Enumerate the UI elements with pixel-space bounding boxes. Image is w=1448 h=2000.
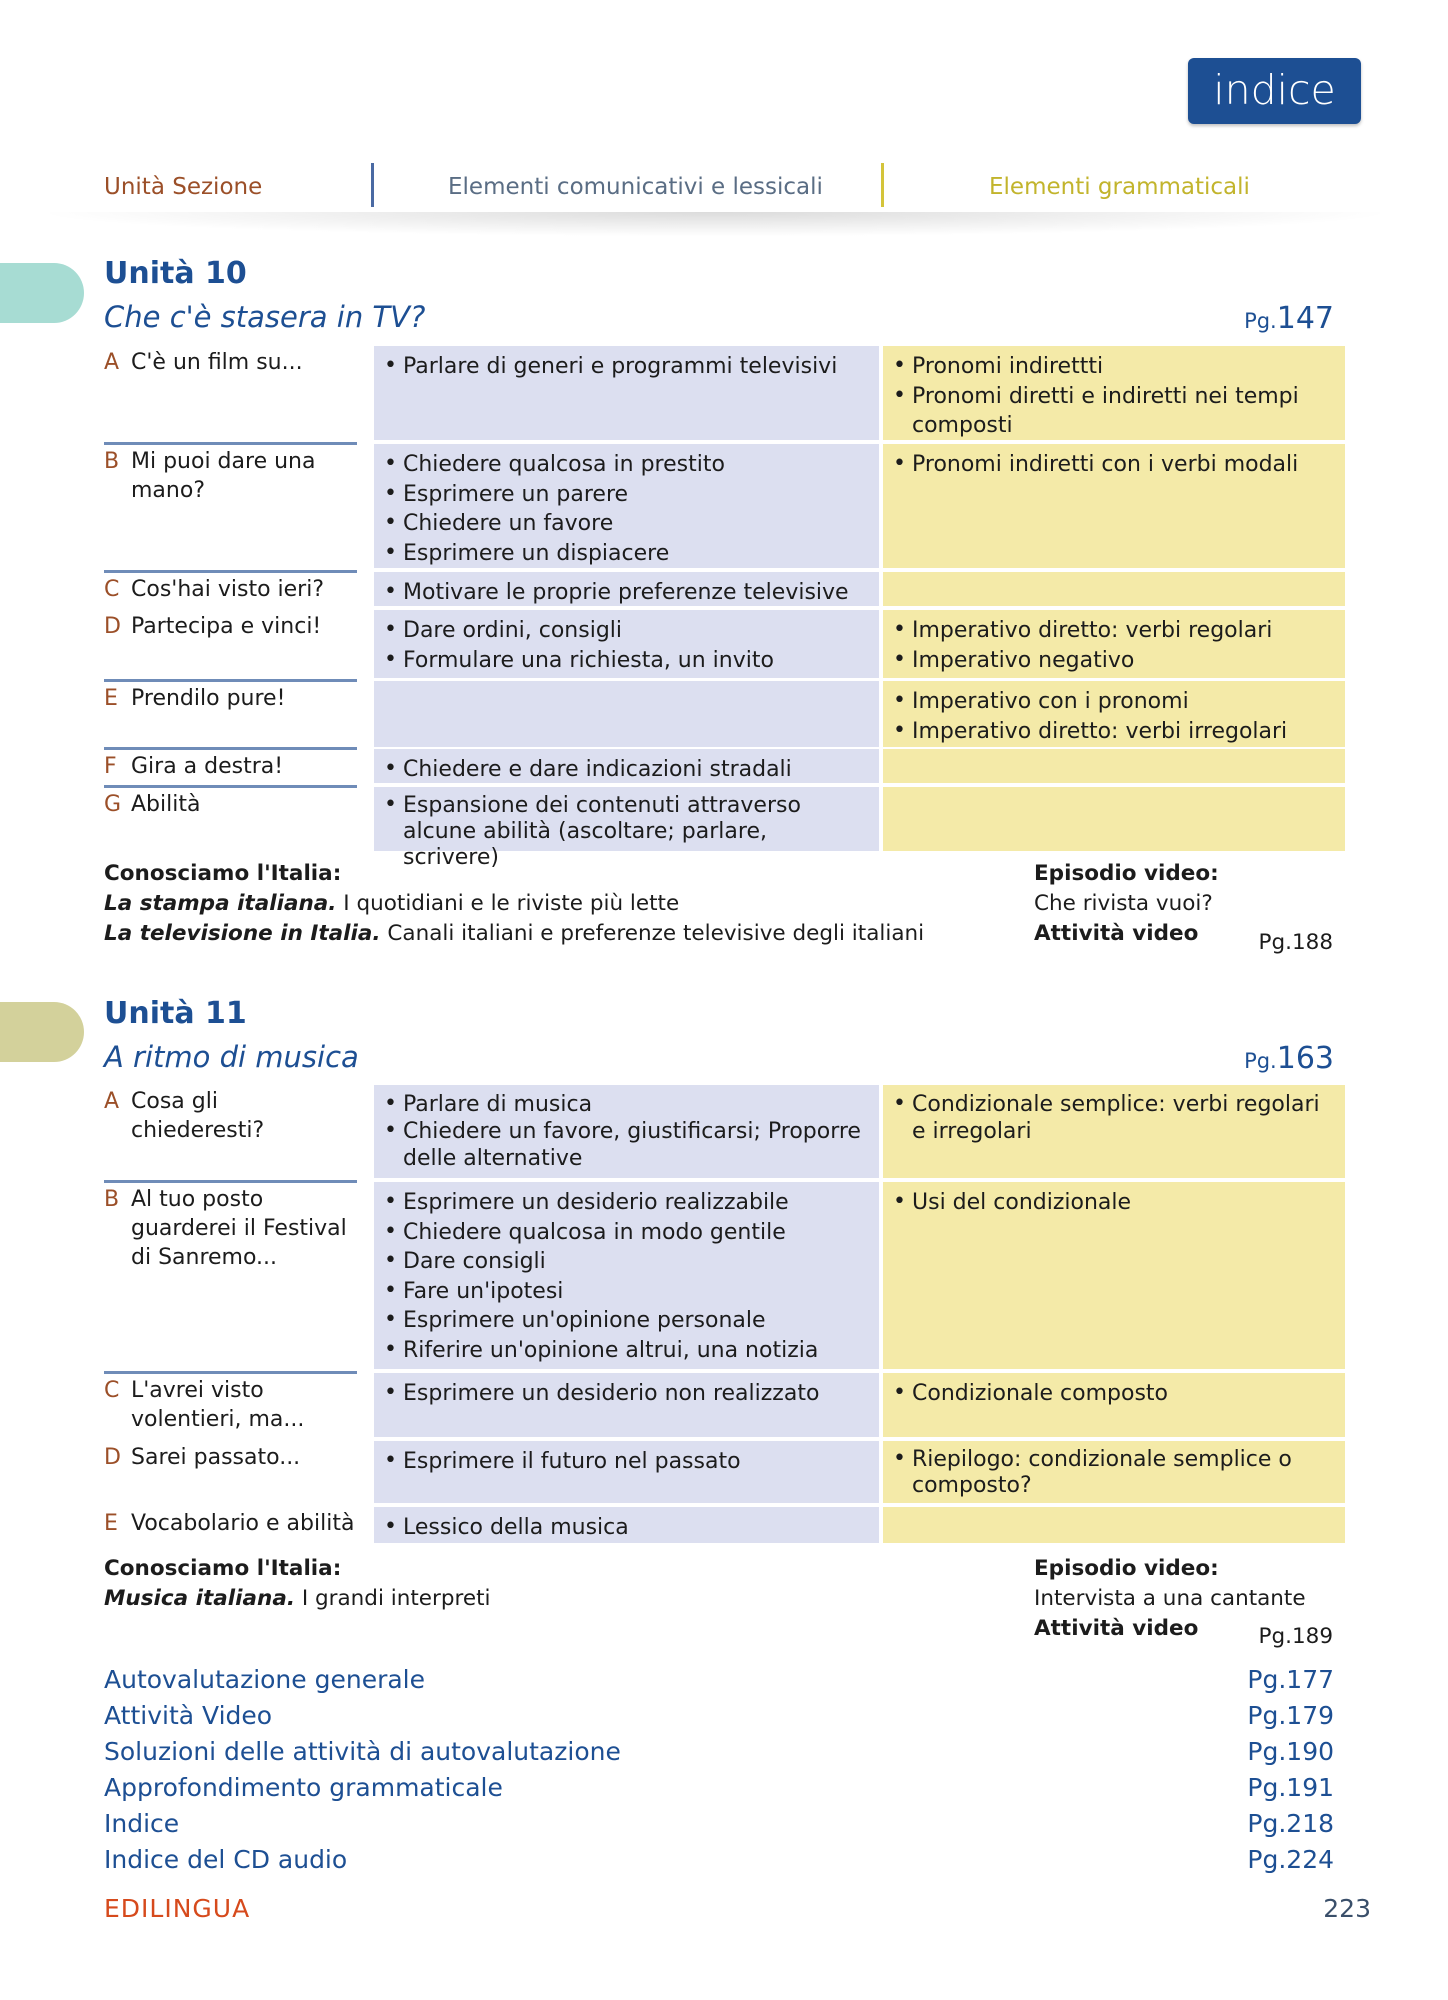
section-11a: A Cosa gli chiederesti? — [104, 1089, 265, 1143]
list-item: • Fare un'ipotesi — [384, 1277, 869, 1307]
section-10d: D Partecipa e vinci! — [104, 614, 322, 639]
index-badge: indice — [1188, 58, 1361, 124]
unit-11-tab — [0, 1002, 84, 1062]
publisher-logo: EDILINGUA — [104, 1894, 251, 1923]
gram-cell — [883, 1441, 1345, 1503]
unit-11-title: Unità 11 — [104, 996, 247, 1031]
list-item: • Chiedere qualcosa in prestito — [384, 450, 869, 480]
gram-cell — [883, 1182, 1345, 1369]
com-cell — [374, 1373, 879, 1437]
list-item: • Pronomi diretti e indiretti nei tempi composti — [893, 382, 1335, 441]
appendix-link[interactable]: Indice del CD audio — [104, 1845, 348, 1874]
unit-10-page: Pg.147 — [1244, 301, 1334, 336]
list-item: • Chiedere qualcosa in modo gentile — [384, 1218, 869, 1248]
appendix-page: Pg.190 — [1247, 1737, 1334, 1766]
section-10g: G Abilità — [104, 785, 357, 851]
list-item: • Esprimere un desiderio realizzabile — [384, 1188, 869, 1218]
unit-10-video-page: Pg.188 — [1258, 930, 1333, 955]
list-item: • Chiedere un favore — [384, 509, 869, 539]
appendix-page: Pg.191 — [1247, 1773, 1334, 1802]
appendix-page: Pg.177 — [1247, 1665, 1334, 1694]
gram-cell — [883, 787, 1345, 851]
gram-cell — [883, 572, 1345, 606]
com-cell — [374, 1182, 879, 1369]
com-cell — [374, 572, 879, 606]
appendix-pages — [1134, 1662, 1334, 1878]
list-item: • Usi del condizionale — [893, 1188, 1335, 1218]
header-shadow — [50, 212, 1380, 236]
unit-11-video-page: Pg.189 — [1258, 1624, 1333, 1649]
list-item: • Pronomi indiretti con i verbi modali — [893, 450, 1335, 480]
gram-cell — [883, 1373, 1345, 1437]
list-item: • Riferire un'opinione altrui, una notizia — [384, 1336, 869, 1366]
gram-cell — [883, 1507, 1345, 1543]
list-item: • Condizionale semplice: verbi regolari e irregolari — [893, 1091, 1335, 1145]
list-item: • Chiedere un favore, giustificarsi; Proporre delle alternative — [384, 1118, 869, 1172]
page-number: 223 — [1323, 1894, 1371, 1923]
appendix-link[interactable]: Soluzioni delle attività di autovalutazione — [104, 1737, 621, 1766]
gram-cell — [883, 681, 1345, 747]
appendix-list — [104, 1662, 621, 1878]
gram-cell — [883, 610, 1345, 678]
list-item: • Esprimere il futuro nel passato — [384, 1447, 869, 1477]
header-divider — [371, 163, 374, 207]
unit-10-video: Episodio video: Che rivista vuoi? Attività video — [1034, 861, 1219, 946]
list-item: • Condizionale composto — [893, 1379, 1335, 1409]
list-item: • Espansione dei contenuti attraverso alcune abilità (ascoltare; parlare, scrivere) — [384, 793, 869, 871]
list-item: • Imperativo con i pronomi — [893, 687, 1335, 717]
list-item: • Esprimere un desiderio non realizzato — [384, 1379, 869, 1409]
appendix-page: Pg.224 — [1247, 1845, 1334, 1874]
com-cell — [374, 749, 879, 783]
gram-cell — [883, 1085, 1345, 1178]
com-cell — [374, 610, 879, 678]
section-11c: C L'avrei visto volentieri, ma... — [104, 1371, 357, 1437]
com-cell — [374, 787, 879, 870]
unit-11-culture: Conosciamo l'Italia: Musica italiana. I grandi interpreti — [104, 1556, 491, 1611]
list-item: • Motivare le proprie preferenze televisive — [384, 578, 869, 608]
list-item: • Dare ordini, consigli — [384, 616, 869, 646]
appendix-link[interactable]: Approfondimento grammaticale — [104, 1773, 503, 1802]
list-item: • Riepilogo: condizionale semplice o composto? — [893, 1447, 1335, 1499]
header-communicative: Elementi comunicativi e lessicali — [448, 174, 823, 200]
list-item: • Formulare una richiesta, un invito — [384, 646, 869, 676]
section-11d: D Sarei passato... — [104, 1445, 301, 1470]
com-cell — [374, 1441, 879, 1503]
header-unit-section: Unità Sezione — [104, 174, 263, 200]
section-10a: A C'è un film su... — [104, 350, 303, 375]
list-item: • Esprimere un'opinione personale — [384, 1306, 869, 1336]
com-cell — [374, 681, 879, 747]
gram-cell — [883, 444, 1345, 568]
unit-10-title: Unità 10 — [104, 256, 247, 291]
list-item: • Parlare di musica — [384, 1091, 869, 1118]
section-10f: F Gira a destra! — [104, 747, 357, 783]
unit-10-subtitle: Che c'è stasera in TV? — [104, 300, 426, 334]
section-10c: C Cos'hai visto ieri? — [104, 570, 357, 606]
unit-10-tab — [0, 263, 84, 323]
list-item: • Parlare di generi e programmi televisivi — [384, 352, 869, 382]
list-item: • Esprimere un parere — [384, 480, 869, 510]
appendix-page: Pg.179 — [1247, 1701, 1334, 1730]
section-11b: B Al tuo posto guarderei il Festival di Sanremo... — [104, 1180, 357, 1369]
gram-cell — [883, 749, 1345, 783]
section-10e: E Prendilo pure! — [104, 679, 357, 747]
com-cell — [374, 444, 879, 568]
appendix-page: Pg.218 — [1247, 1809, 1334, 1838]
unit-10-culture: Conosciamo l'Italia: La stampa italiana. I quotidiani e le riviste più lette La televisione in Italia. Canali italiani e preferenze televisive degli italiani — [104, 861, 925, 946]
unit-11-video: Episodio video: Intervista a una cantante Attività video — [1034, 1556, 1306, 1641]
section-11e: E Vocabolario e abilità — [104, 1511, 355, 1536]
unit-11-subtitle: A ritmo di musica — [104, 1040, 359, 1074]
list-item: • Dare consigli — [384, 1247, 869, 1277]
appendix-link[interactable]: Indice — [104, 1809, 180, 1838]
list-item: • Imperativo diretto: verbi regolari — [893, 616, 1335, 646]
unit-11-page: Pg.163 — [1244, 1041, 1334, 1076]
com-cell — [374, 1085, 879, 1178]
list-item: • Imperativo diretto: verbi irregolari — [893, 717, 1335, 747]
com-cell — [374, 346, 879, 440]
appendix-link[interactable]: Attività Video — [104, 1701, 273, 1730]
header-divider — [881, 163, 884, 207]
list-item: • Pronomi indirettti — [893, 352, 1335, 382]
header-grammatical: Elementi grammaticali — [989, 174, 1250, 200]
list-item: • Lessico della musica — [384, 1513, 869, 1543]
gram-cell — [883, 346, 1345, 440]
com-cell — [374, 1507, 879, 1543]
list-item: • Imperativo negativo — [893, 646, 1335, 676]
appendix-link[interactable]: Autovalutazione generale — [104, 1665, 426, 1694]
list-item: • Esprimere un dispiacere — [384, 539, 869, 569]
section-10b: B Mi puoi dare una mano? — [104, 442, 357, 568]
list-item: • Chiedere e dare indicazioni stradali — [384, 755, 869, 785]
